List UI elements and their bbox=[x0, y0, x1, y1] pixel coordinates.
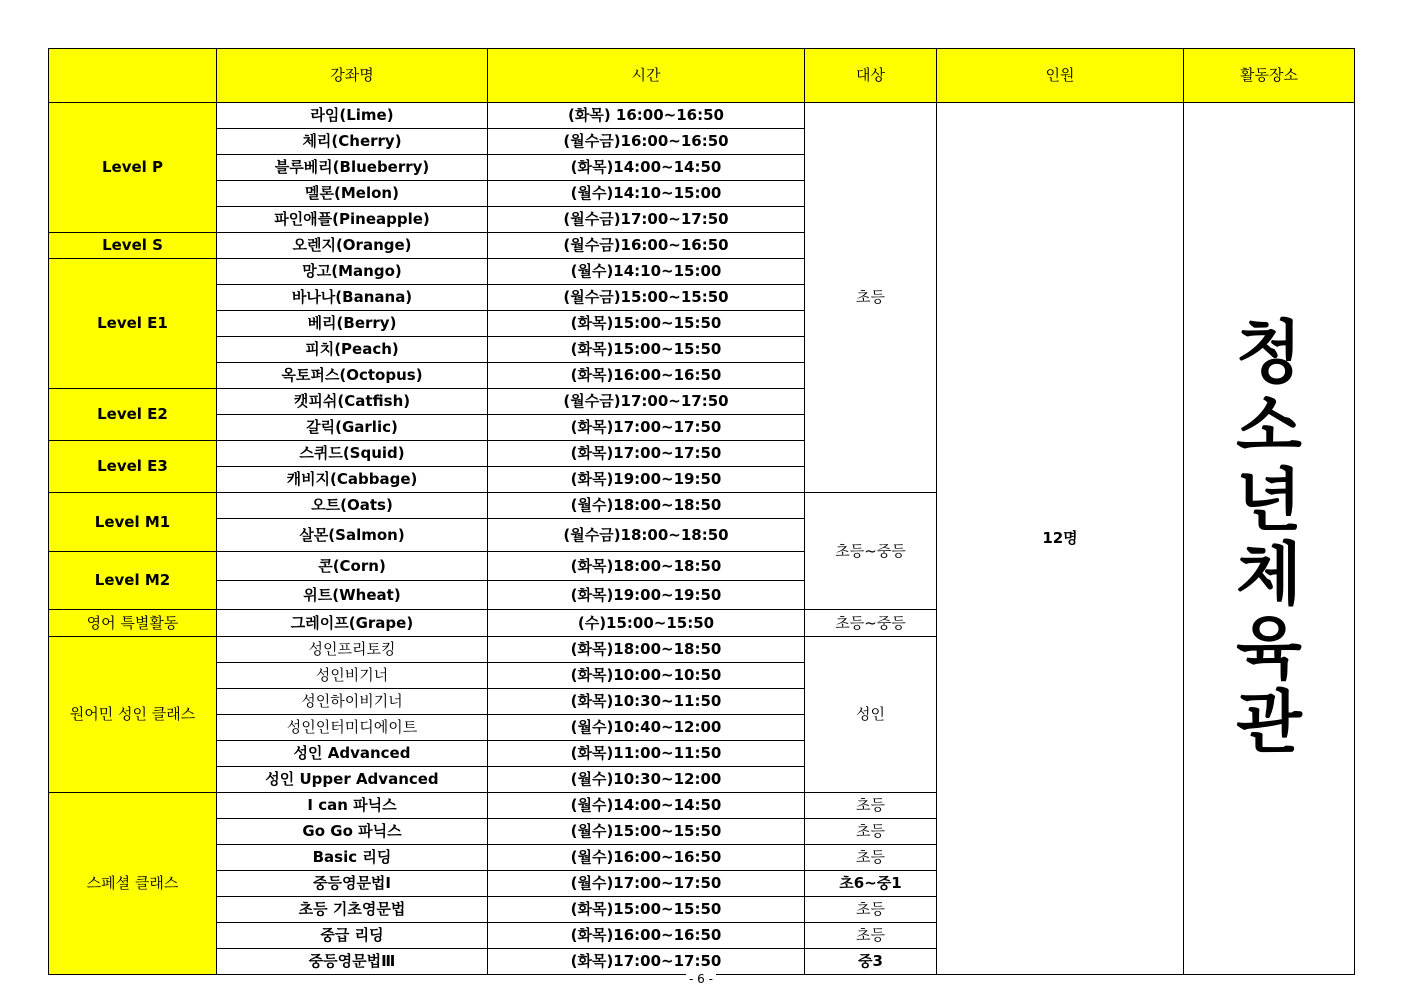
course-name: 피치(Peach) bbox=[217, 337, 488, 363]
header-count: 인원 bbox=[937, 49, 1184, 103]
course-time: (월수금)16:00~16:50 bbox=[488, 129, 805, 155]
course-time: (월수금)17:00~17:50 bbox=[488, 389, 805, 415]
course-name: 위트(Wheat) bbox=[217, 581, 488, 610]
header-time: 시간 bbox=[488, 49, 805, 103]
level-e1-cell: Level E1 bbox=[49, 259, 217, 389]
course-time: (화목) 16:00~16:50 bbox=[488, 103, 805, 129]
course-target: 초등 bbox=[805, 897, 937, 923]
course-name: 성인비기너 bbox=[217, 663, 488, 689]
schedule-table bbox=[48, 48, 1355, 975]
course-name: 성인 Advanced bbox=[217, 741, 488, 767]
course-time: (화목)11:00~11:50 bbox=[488, 741, 805, 767]
course-target: 초등 bbox=[805, 793, 937, 819]
course-time: (월수)14:10~15:00 bbox=[488, 259, 805, 285]
count-cell: 12명 bbox=[937, 103, 1184, 975]
course-name: 성인하이비기너 bbox=[217, 689, 488, 715]
course-time: (월수)10:40~12:00 bbox=[488, 715, 805, 741]
course-target: 초등 bbox=[805, 819, 937, 845]
course-time: (화목)17:00~17:50 bbox=[488, 441, 805, 467]
course-time: (월수)10:30~12:00 bbox=[488, 767, 805, 793]
special-class-cell: 스페셜 클래스 bbox=[49, 793, 217, 975]
course-time: (월수금)15:00~15:50 bbox=[488, 285, 805, 311]
target-elem-middle-cell: 초등~중등 bbox=[805, 493, 937, 610]
course-name: 성인인터미디에이트 bbox=[217, 715, 488, 741]
venue-char: 년 bbox=[1236, 461, 1302, 541]
course-name: 중등영문법Ⅲ bbox=[217, 949, 488, 975]
course-target: 중3 bbox=[805, 949, 937, 975]
level-m1-cell: Level M1 bbox=[49, 493, 217, 552]
course-name: 옥토퍼스(Octopus) bbox=[217, 363, 488, 389]
level-s-cell: Level S bbox=[49, 233, 217, 259]
venue-char: 체 bbox=[1236, 535, 1302, 615]
level-m2-cell: Level M2 bbox=[49, 552, 217, 610]
course-target: 초6~중1 bbox=[805, 871, 937, 897]
course-name: 멜론(Melon) bbox=[217, 181, 488, 207]
target-elementary-cell: 초등 bbox=[805, 103, 937, 493]
course-name: 캐비지(Cabbage) bbox=[217, 467, 488, 493]
course-time: (화목)15:00~15:50 bbox=[488, 311, 805, 337]
course-time: (화목)10:00~10:50 bbox=[488, 663, 805, 689]
course-time: (화목)16:00~16:50 bbox=[488, 923, 805, 949]
course-name: Go Go 파닉스 bbox=[217, 819, 488, 845]
venue-char: 육 bbox=[1236, 609, 1302, 689]
course-time: (화목)17:00~17:50 bbox=[488, 949, 805, 975]
course-time: (화목)15:00~15:50 bbox=[488, 897, 805, 923]
header-level bbox=[49, 49, 217, 103]
course-time: (월수금)17:00~17:50 bbox=[488, 207, 805, 233]
venue-char: 청 bbox=[1236, 313, 1302, 393]
table-row bbox=[49, 103, 1355, 129]
course-time: (화목)10:30~11:50 bbox=[488, 689, 805, 715]
target-adult-cell: 성인 bbox=[805, 637, 937, 793]
course-name: 초등 기초영문법 bbox=[217, 897, 488, 923]
course-time: (화목)16:00~16:50 bbox=[488, 363, 805, 389]
course-name: 그레이프(Grape) bbox=[217, 610, 488, 637]
level-e3-cell: Level E3 bbox=[49, 441, 217, 493]
course-name: Basic 리딩 bbox=[217, 845, 488, 871]
course-name: 체리(Cherry) bbox=[217, 129, 488, 155]
course-time: (월수)18:00~18:50 bbox=[488, 493, 805, 519]
venue-cell bbox=[1184, 103, 1355, 975]
course-name: 오렌지(Orange) bbox=[217, 233, 488, 259]
course-name: 살몬(Salmon) bbox=[217, 519, 488, 552]
course-name: 망고(Mango) bbox=[217, 259, 488, 285]
course-name: 중등영문법Ⅰ bbox=[217, 871, 488, 897]
native-adult-class-cell: 원어민 성인 클래스 bbox=[49, 637, 217, 793]
venue-name bbox=[1236, 313, 1302, 763]
course-time: (월수금)18:00~18:50 bbox=[488, 519, 805, 552]
venue-char: 소 bbox=[1236, 387, 1302, 467]
course-time: (화목)15:00~15:50 bbox=[488, 337, 805, 363]
course-time: (화목)17:00~17:50 bbox=[488, 415, 805, 441]
course-time: (월수)14:10~15:00 bbox=[488, 181, 805, 207]
course-time: (월수)15:00~15:50 bbox=[488, 819, 805, 845]
course-time: (월수)17:00~17:50 bbox=[488, 871, 805, 897]
course-name: 캣피쉬(Catfish) bbox=[217, 389, 488, 415]
course-time: (화목)18:00~18:50 bbox=[488, 552, 805, 581]
header-row bbox=[49, 49, 1355, 103]
special-activity-cell: 영어 특별활동 bbox=[49, 610, 217, 637]
header-course-name: 강좌명 bbox=[217, 49, 488, 103]
course-name: 중급 리딩 bbox=[217, 923, 488, 949]
course-name: 라임(Lime) bbox=[217, 103, 488, 129]
course-time: (화목)19:00~19:50 bbox=[488, 467, 805, 493]
venue-char: 관 bbox=[1236, 683, 1302, 763]
course-name: 바나나(Banana) bbox=[217, 285, 488, 311]
course-target: 초등 bbox=[805, 845, 937, 871]
course-time: (월수)14:00~14:50 bbox=[488, 793, 805, 819]
course-time: (화목)14:00~14:50 bbox=[488, 155, 805, 181]
course-name: 오트(Oats) bbox=[217, 493, 488, 519]
course-name: 콘(Corn) bbox=[217, 552, 488, 581]
header-target: 대상 bbox=[805, 49, 937, 103]
level-p-cell: Level P bbox=[49, 103, 217, 233]
course-time: (화목)19:00~19:50 bbox=[488, 581, 805, 610]
course-name: 갈릭(Garlic) bbox=[217, 415, 488, 441]
course-time: (월수금)16:00~16:50 bbox=[488, 233, 805, 259]
course-time: (수)15:00~15:50 bbox=[488, 610, 805, 637]
course-name: 블루베리(Blueberry) bbox=[217, 155, 488, 181]
course-name: 파인애플(Pineapple) bbox=[217, 207, 488, 233]
course-time: (화목)18:00~18:50 bbox=[488, 637, 805, 663]
course-target: 초등 bbox=[805, 923, 937, 949]
target-special-activity-cell: 초등~중등 bbox=[805, 610, 937, 637]
level-e2-cell: Level E2 bbox=[49, 389, 217, 441]
course-name: I can 파닉스 bbox=[217, 793, 488, 819]
course-name: 성인프리토킹 bbox=[217, 637, 488, 663]
course-name: 베리(Berry) bbox=[217, 311, 488, 337]
page-number: - 6 - bbox=[686, 972, 716, 986]
header-venue: 활동장소 bbox=[1184, 49, 1355, 103]
course-name: 성인 Upper Advanced bbox=[217, 767, 488, 793]
course-time: (월수)16:00~16:50 bbox=[488, 845, 805, 871]
course-name: 스퀴드(Squid) bbox=[217, 441, 488, 467]
